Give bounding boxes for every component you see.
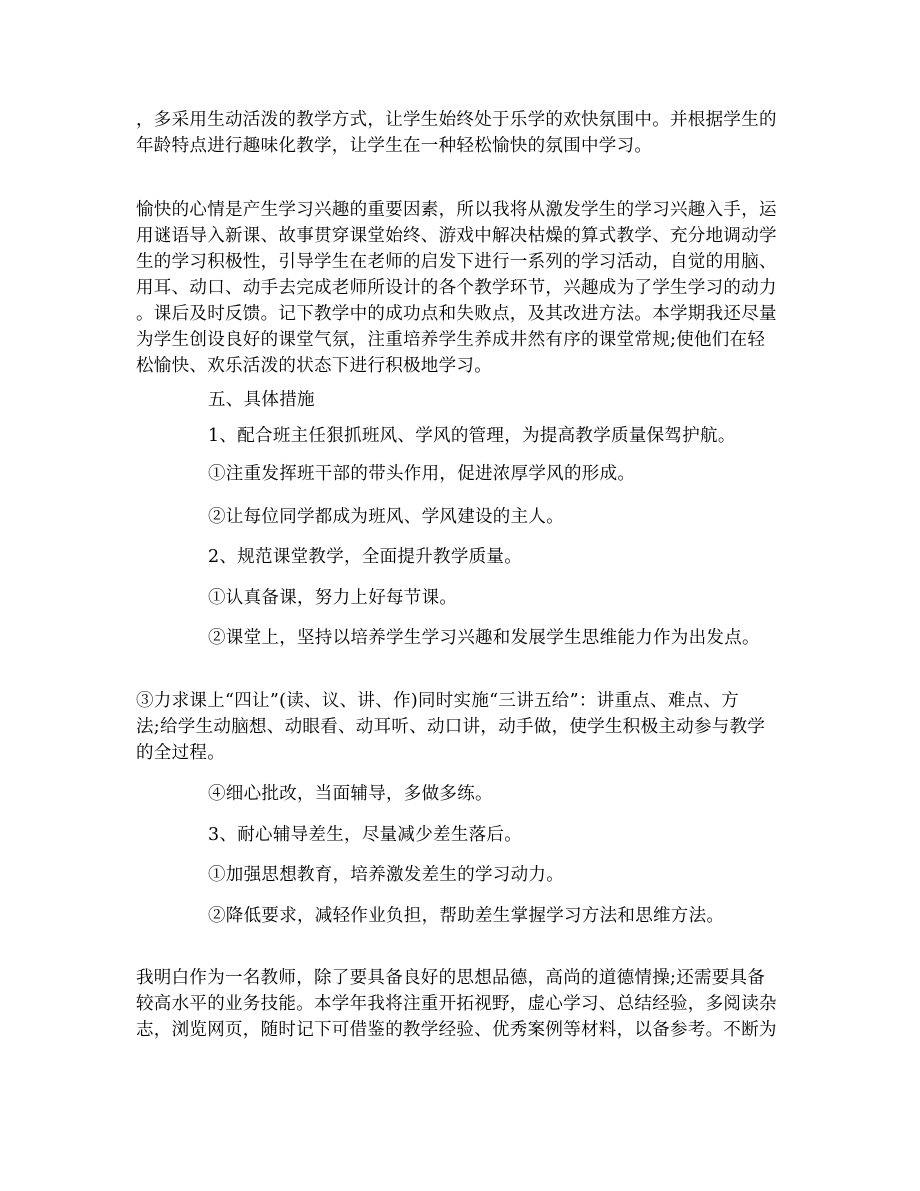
- paragraph-2-line-1: 愉快的心情是产生学习兴趣的重要因素，所以我将从激发学生的学习兴趣入手，运: [136, 200, 777, 220]
- item-3: 3、耐心辅导差生，尽量减少差生落后。: [208, 825, 523, 845]
- item-1a: ①注重发挥班干部的带头作用，促进浓厚学风的形成。: [208, 464, 636, 484]
- paragraph-2-line-6: 为学生创设良好的课堂气氛，注重培养学生养成井然有序的课堂常规;使他们在轻: [136, 330, 766, 350]
- item-2: 2、规范课堂教学，全面提升教学质量。: [208, 547, 523, 567]
- item-2c-line-3: 的全过程。: [136, 743, 225, 763]
- item-3b: ②降低要求，减轻作业负担，帮助差生掌握学习方法和思维方法。: [208, 906, 725, 926]
- paragraph-2-line-7: 松愉快、欢乐活泼的状态下进行积极地学习。: [136, 356, 492, 376]
- item-2d: ④细心批改，当面辅导，多做多练。: [208, 784, 493, 804]
- paragraph-3-line-2: 较高水平的业务技能。本学年我将注重开拓视野，虚心学习、总结经验，多阅读杂: [136, 994, 777, 1014]
- section-heading: 五、具体措施: [208, 390, 315, 410]
- item-2c-line-2: 法;给学生动脑想、动眼看、动耳听、动口讲，动手做，使学生积极主动参与教学: [136, 717, 766, 737]
- paragraph-1-line-2: 年龄特点进行趣味化教学，让学生在一种轻松愉快的氛围中学习。: [136, 136, 653, 156]
- paragraph-2-line-2: 用谜语导入新课、故事贯穿课堂始终、游戏中解决枯燥的算式教学、充分地调动学: [136, 226, 777, 246]
- item-2a: ①认真备课，努力上好每节课。: [208, 588, 458, 608]
- paragraph-3-line-3: 志，浏览网页，随时记下可借鉴的教学经验、优秀案例等材料，以备参考。不断为: [136, 1020, 777, 1040]
- item-1: 1、配合班主任狠抓班风、学风的管理，为提高教学质量保驾护航。: [208, 426, 736, 446]
- paragraph-1-line-1: ，多采用生动活泼的教学方式，让学生始终处于乐学的欢快氛围中。并根据学生的: [136, 110, 777, 130]
- paragraph-2-line-4: 用耳、动口、动手去完成老师所设计的各个教学环节，兴趣成为了学生学习的动力: [136, 278, 777, 298]
- item-2c-line-1: ③力求课上“四让”(读、议、讲、作)同时实施“三讲五给”：讲重点、难点、方: [136, 691, 740, 711]
- item-1b: ②让每位同学都成为班风、学风建设的主人。: [208, 507, 564, 527]
- paragraph-2-line-5: 。课后及时反馈。记下教学中的成功点和失败点，及其改进方法。本学期我还尽量: [136, 304, 777, 324]
- paragraph-3-line-1: 我明白作为一名教师，除了要具备良好的思想品德，高尚的道德情操;还需要具备: [136, 968, 766, 988]
- item-3a: ①加强思想教育，培养激发差生的学习动力。: [208, 865, 564, 885]
- item-2b: ②课堂上，坚持以培养学生学习兴趣和发展学生思维能力作为出发点。: [208, 628, 760, 648]
- paragraph-2-line-3: 生的学习积极性，引导学生在老师的启发下进行一系列的学习活动，自觉的用脑、: [136, 252, 777, 272]
